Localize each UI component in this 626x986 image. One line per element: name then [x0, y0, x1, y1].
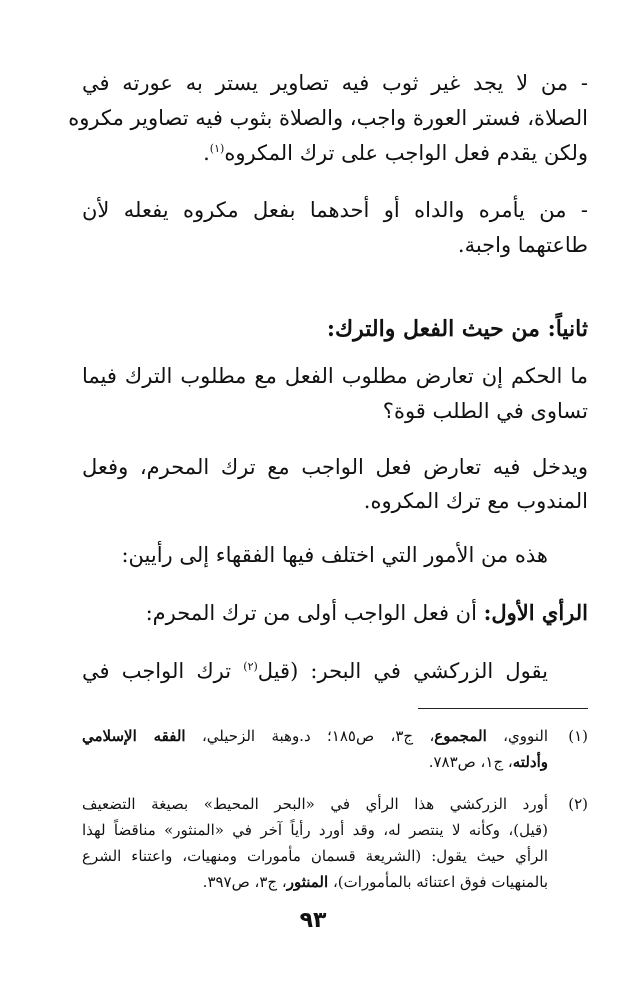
- footnote-1-number: (١): [568, 727, 588, 745]
- footnote-2-line-1: أورد الزركشي هذا الرأي في «البحر المحيط» بصيغة التضعيف: [82, 795, 548, 813]
- paragraph-5: هذه من الأمور التي اختلف فيها الفقهاء إلى رأيين:: [121, 543, 548, 567]
- section-heading: ثانياً: من حيث الفعل والترك:: [326, 316, 588, 342]
- page-number: ٩٣: [299, 908, 327, 933]
- paragraph-1-line-2: الصلاة، فستر العورة واجب، والصلاة بثوب فيه تصاوير مكروه: [68, 106, 588, 130]
- footnote-ref-1: (١): [209, 142, 225, 155]
- paragraph-6: الرأي الأول: أن فعل الواجب أولى من ترك المحرم:: [145, 600, 588, 625]
- first-opinion-label: الرأي الأول:: [483, 600, 588, 625]
- paragraph-3-line-2: تساوى في الطلب قوة؟: [382, 399, 588, 423]
- footnote-2-line-3: الرأي حيث يقول: (الشريعة قسمان مأمورات ومنهيات، واعتناء الشرع: [82, 847, 548, 865]
- footnote-ref-2: (٢): [243, 660, 258, 673]
- paragraph-4-line-1: ويدخل فيه تعارض فعل الواجب مع ترك المحرم، وفعل: [82, 455, 588, 479]
- footnote-2-line-2: (قيل)، وكأنه لا ينتصر له، وقد أورد رأياً آخر في «المنثور» مناقضاً لهذا: [82, 821, 548, 839]
- paragraph-1-line-3: ولكن يقدم فعل الواجب على ترك المكروه$^{(١)}$.: [203, 141, 588, 165]
- paragraph-1-line-1: - من لا يجد غير ثوب فيه تصاوير يستر به عورته في: [82, 71, 588, 95]
- footnote-divider: [418, 708, 588, 709]
- paragraph-2-line-1: - من يأمره والداه أو أحدهما بفعل مكروه يفعله لأن: [82, 198, 588, 222]
- paragraph-2-line-2: طاعتهما واجبة.: [457, 233, 588, 257]
- footnote-1-line-1: النووي، المجموع، ج٣، ص١٨٥؛ د.وهبة الزحيلي، الفقه الإسلامي: [82, 727, 548, 745]
- paragraph-4-line-2: المندوب مع ترك المكروه.: [363, 489, 588, 513]
- footnote-2-line-4: بالمنهيات فوق اعتنائه بالمأمورات)، المنثور، ج٣، ص٣٩٧.: [202, 873, 548, 891]
- paragraph-3-line-1: ما الحكم إن تعارض مطلوب الفعل مع مطلوب الترك فيما: [82, 364, 588, 388]
- footnote-1-line-2: وأدلته، ج١، ص٧٨٣.: [428, 753, 548, 771]
- paragraph-7: يقول الزركشي في البحر: (قيل$^{(٢)}$ ترك الواجب في: [82, 659, 548, 683]
- footnote-2-number: (٢): [568, 795, 588, 813]
